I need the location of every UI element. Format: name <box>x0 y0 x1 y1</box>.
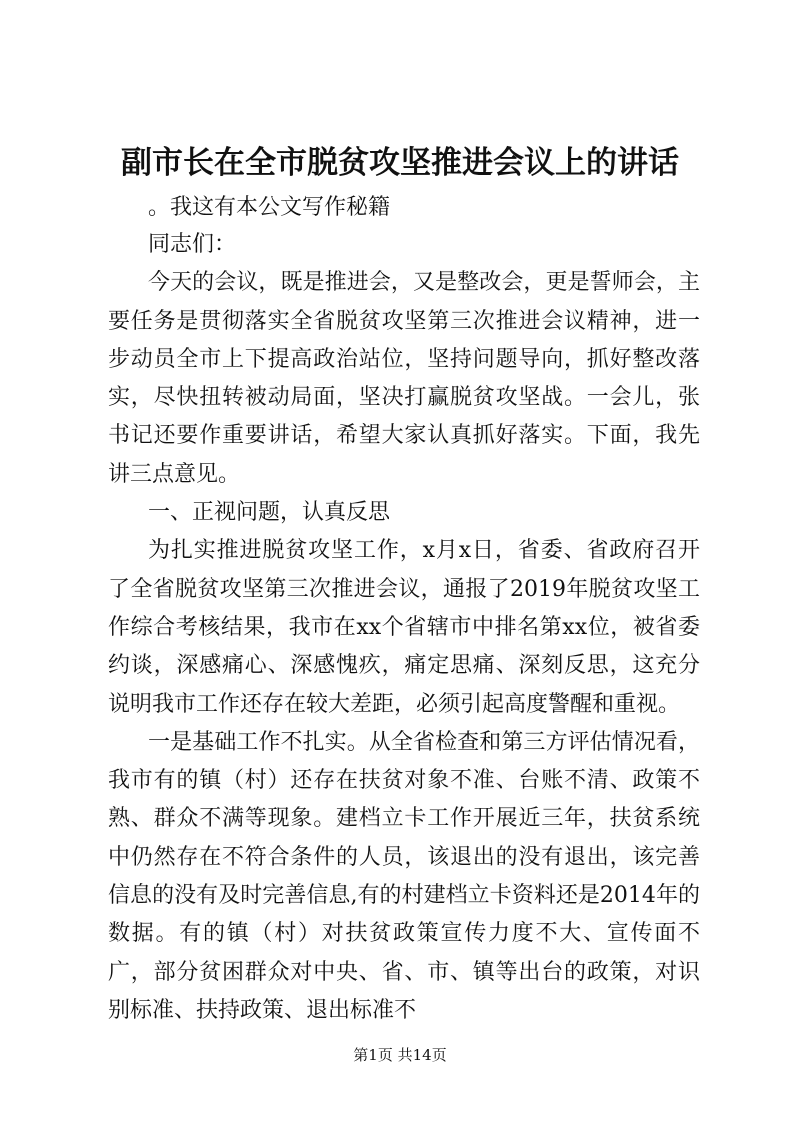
page-footer: 第1页 共14页 <box>353 1046 447 1064</box>
salutation-paragraph: 同志们： <box>148 232 237 257</box>
section-heading: 一、正视问题，认真反思 <box>148 500 391 526</box>
document-title: 副市长在全市脱贫攻坚推进会议上的讲话 <box>121 145 679 181</box>
document-note: 。我这有本公文写作秘籍 <box>148 195 391 220</box>
body-paragraph: 一是基础工作不扎实。从全省检查和第三方评估情况看，我市有的镇（村）还存在扶贫对象不准、台账不清、政策不熟、群众不满等现象。建档立卡工作开展近三年，扶贫系统中仍然存在不符合条件的人员，该退出的没有退出，该完善信息的没有及时完善信息,有的村建档立卡资料还是2014年的数据。有的镇（村）对扶贫政策宣传力度不大、宣传面不广，部分贫困群众对中央、省、市、镇等出台的政策，对识别标准、扶持政策、退出标准不 <box>108 729 700 1023</box>
body-paragraph: 为扎实推进脱贫攻坚工作，x月x日，省委、省政府召开了全省脱贫攻坚第三次推进会议，通报了2019年脱贫攻坚工作综合考核结果，我市在xx个省辖市中排名第xx位，被省委约谈，深感痛心、深感愧疚，痛定思痛、深刻反思，这充分说明我市工作还存在较大差距，必须引起高度警醒和重视。 <box>108 538 700 717</box>
document-body <box>108 226 700 1030</box>
intro-paragraph: 今天的会议，既是推进会，又是整改会，更是誓师会，主要任务是贯彻落实全省脱贫攻坚第三次推进会议精神，进一步动员全市上下提高政治站位，坚持问题导向，抓好整改落实，尽快扭转被动局面，坚决打赢脱贫攻坚战。一会儿，张书记还要作重要讲话，希望大家认真抓好落实。下面，我先讲三点意见。 <box>108 270 700 487</box>
